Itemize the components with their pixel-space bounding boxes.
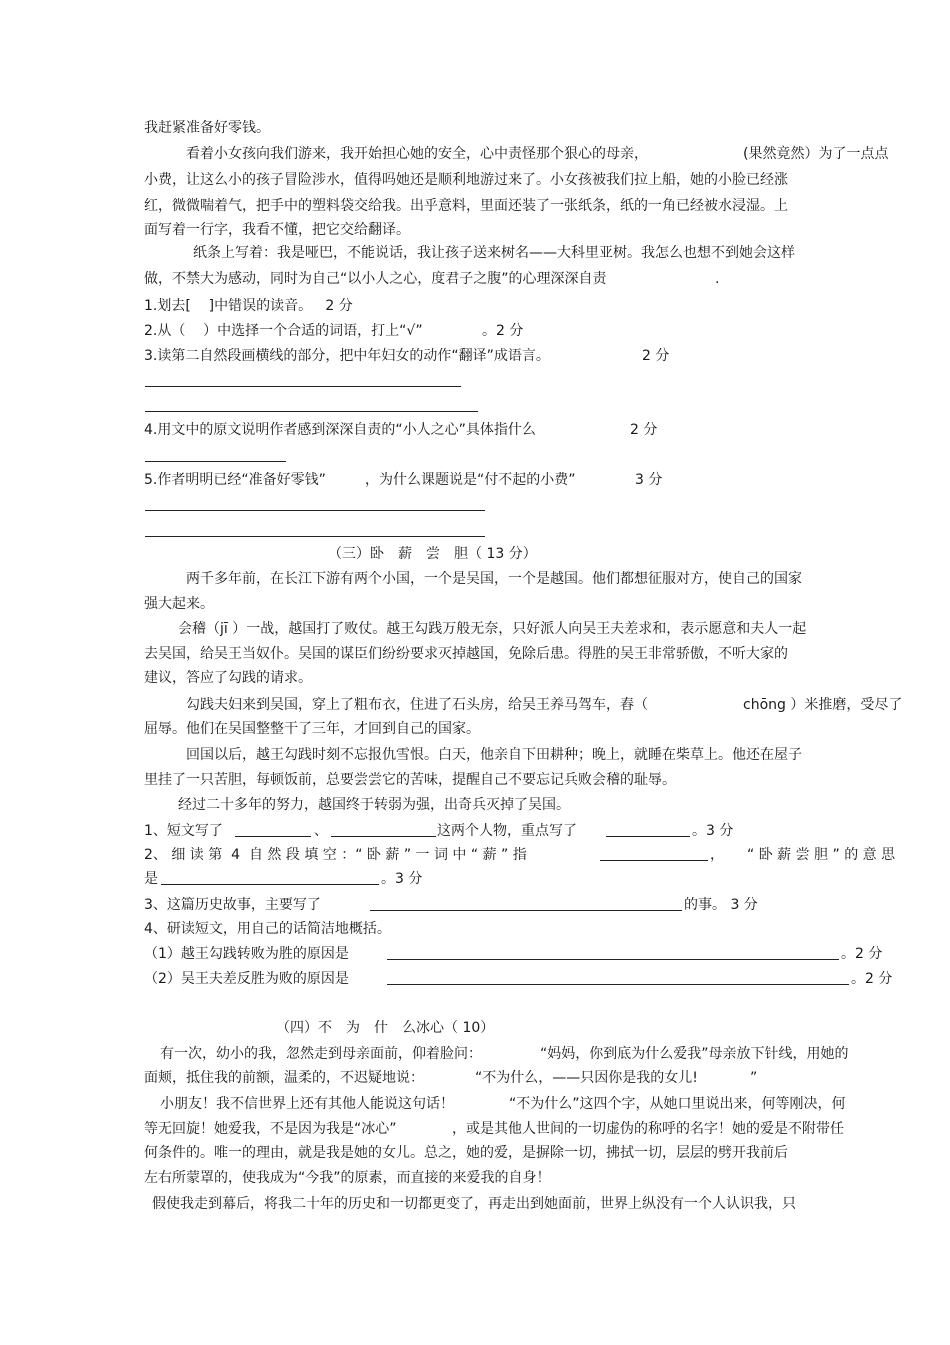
passage-line: 回国以后，越王勾践时刻不忘报仇雪恨。白天，他亲自下田耕种；晚上，就睡在柴草上。他还在屋子 (186, 747, 802, 763)
answer-blank[interactable] (235, 822, 311, 837)
question-3: 3.读第二自然段画横线的部分，把中年妇女的动作“翻译”成语言。 2 分 (144, 348, 670, 364)
question-1: 1、短文写了 、 这两个人物，重点写了 。3 分 (144, 823, 734, 839)
answer-line[interactable] (145, 386, 461, 387)
passage-line: 纸条上写着：我是哑巴，不能说话，我让孩子送来树名——大科里亚树。我怎么也想不到她会这样 (193, 245, 795, 261)
passage-line: 何条件的。唯一的理由，就是我是她的女儿。总之，她的爱，是摒除一切，拂拭一切，层层的劈开我前后 (144, 1145, 788, 1161)
passage-line: 看着小女孩向我们游来，我开始担心她的安全，心中责怪那个狠心的母亲， (果然竟然）为了一点点 (186, 146, 889, 162)
answer-line[interactable] (145, 461, 286, 462)
passage-line: 屈辱。他们在吴国整整干了三年，才回到自己的国家。 (144, 721, 480, 737)
passage-line: 左右所蒙罩的，使我成为“今我”的原素，而直接的来爱我的自身！ (144, 1170, 551, 1186)
passage-line: 面写着一行字，我看不懂，把它交给翻译。 (144, 222, 410, 238)
question-5: 5.作者明明已经“准备好零钱” ，为什么课题说是“付不起的小费” 3 分 (144, 472, 663, 488)
passage-line: 会稽（jī ）一战，越国打了败仗。越王勾践万般无奈，只好派人向吴王夫差求和，表示愿意和夫人一起 (178, 621, 807, 637)
passage-line: 勾践夫妇来到吴国，穿上了粗布衣，住进了石头房，给吴王养马驾车，舂（ chōng ）米推磨，受尽了 (186, 697, 903, 713)
answer-blank[interactable] (600, 846, 708, 861)
passage-line: 经过二十多年的努力，越国终于转弱为强，出奇兵灭掉了吴国。 (178, 797, 570, 813)
passage-line: 做，不禁大为感动，同时为自己“以小人之心，度君子之腹”的心理深深自责 . (144, 271, 720, 287)
question-2: 2.从（ ）中选择一个合适的词语，打上“√” 。2 分 (144, 323, 524, 339)
passage-line: 有一次，幼小的我，忽然走到母亲面前，仰着脸问： “妈妈，你到底为什么爱我”母亲放下针线，用她的 (160, 1046, 849, 1062)
answer-blank[interactable] (387, 970, 849, 985)
answer-line[interactable] (145, 536, 485, 537)
section-title: （四）不 为 什 么冰心（ 10） (276, 1020, 495, 1036)
question-4-2: （2）吴王夫差反胜为败的原因是 。2 分 (144, 971, 893, 987)
section-title: （三）卧 薪 尝 胆（ 13 分） (328, 546, 537, 562)
passage-line: 我赶紧准备好零钱。 (144, 120, 270, 136)
passage-line: 去吴国，给吴王当奴仆。吴国的谋臣们纷纷要求灭掉越国，免除后患。得胜的吴王非常骄傲，不听大家的 (144, 646, 788, 662)
question-1: 1.划去[ ]中错误的读音。 2 分 (144, 298, 353, 314)
answer-blank[interactable] (606, 822, 690, 837)
passage-line: 小朋友！我不信世界上还有其他人能说这句话！ “不为什么”这四个字，从她口里说出来，何等刚决，何 (160, 1096, 846, 1112)
answer-line[interactable] (145, 510, 485, 511)
answer-blank[interactable] (370, 896, 682, 911)
passage-line: 红，微微喘着气，把手中的塑料袋交给我。出乎意料，里面还装了一张纸条，纸的一角已经被水浸湿。上 (144, 198, 788, 214)
question-4: 4、研读短文，用自己的话简洁地概括。 (144, 921, 391, 937)
question-2-cont: 是 。3 分 (144, 871, 423, 887)
answer-blank[interactable] (161, 870, 379, 885)
passage-line: 两千多年前，在长江下游有两个小国，一个是吴国，一个是越国。他们都想征服对方，使自己的国家 (186, 571, 802, 587)
passage-line: 假使我走到幕后，将我二十年的历史和一切都更变了，再走出到她面前，世界上纵没有一个人认识我，只 (152, 1196, 796, 1212)
passage-line: 里挂了一只苦胆，每顿饭前，总要尝尝它的苦味，提醒自己不要忘记兵败会稽的耻辱。 (144, 772, 676, 788)
question-4: 4.用文中的原文说明作者感到深深自责的“小人之心”具体指什么 2 分 (144, 422, 658, 438)
passage-line: 小费，让这么小的孩子冒险涉水，值得吗她还是顺利地游过来了。小女孩被我们拉上船，她的小脸已经涨 (144, 172, 788, 188)
answer-blank[interactable] (331, 822, 436, 837)
question-2: 2、 细 读 第 4 自 然 段 填 空 ：“ 卧 薪 ” 一 词 中 “ 薪 ” 指 ， “ 卧 薪 尝 胆 ” 的 意 思 (144, 847, 896, 863)
question-4-1: （1）越王勾践转败为胜的原因是 。2 分 (144, 946, 883, 962)
answer-blank[interactable] (387, 945, 839, 960)
passage-line: 面颊，抵住我的前额，温柔的，不迟疑地说： “不为什么，——只因你是我的女儿! ” (144, 1070, 758, 1086)
answer-line[interactable] (145, 411, 478, 412)
question-3: 3、这篇历史故事，主要写了 的事。 3 分 (144, 897, 758, 913)
passage-line: 强大起来。 (144, 596, 214, 612)
passage-line: 建议，答应了勾践的请求。 (144, 670, 312, 686)
passage-line: 等无回旋！她爱我，不是因为我是“冰心” ，或是其他人世间的一切虚伪的称呼的名字！她的爱是不附带任 (144, 1121, 844, 1137)
